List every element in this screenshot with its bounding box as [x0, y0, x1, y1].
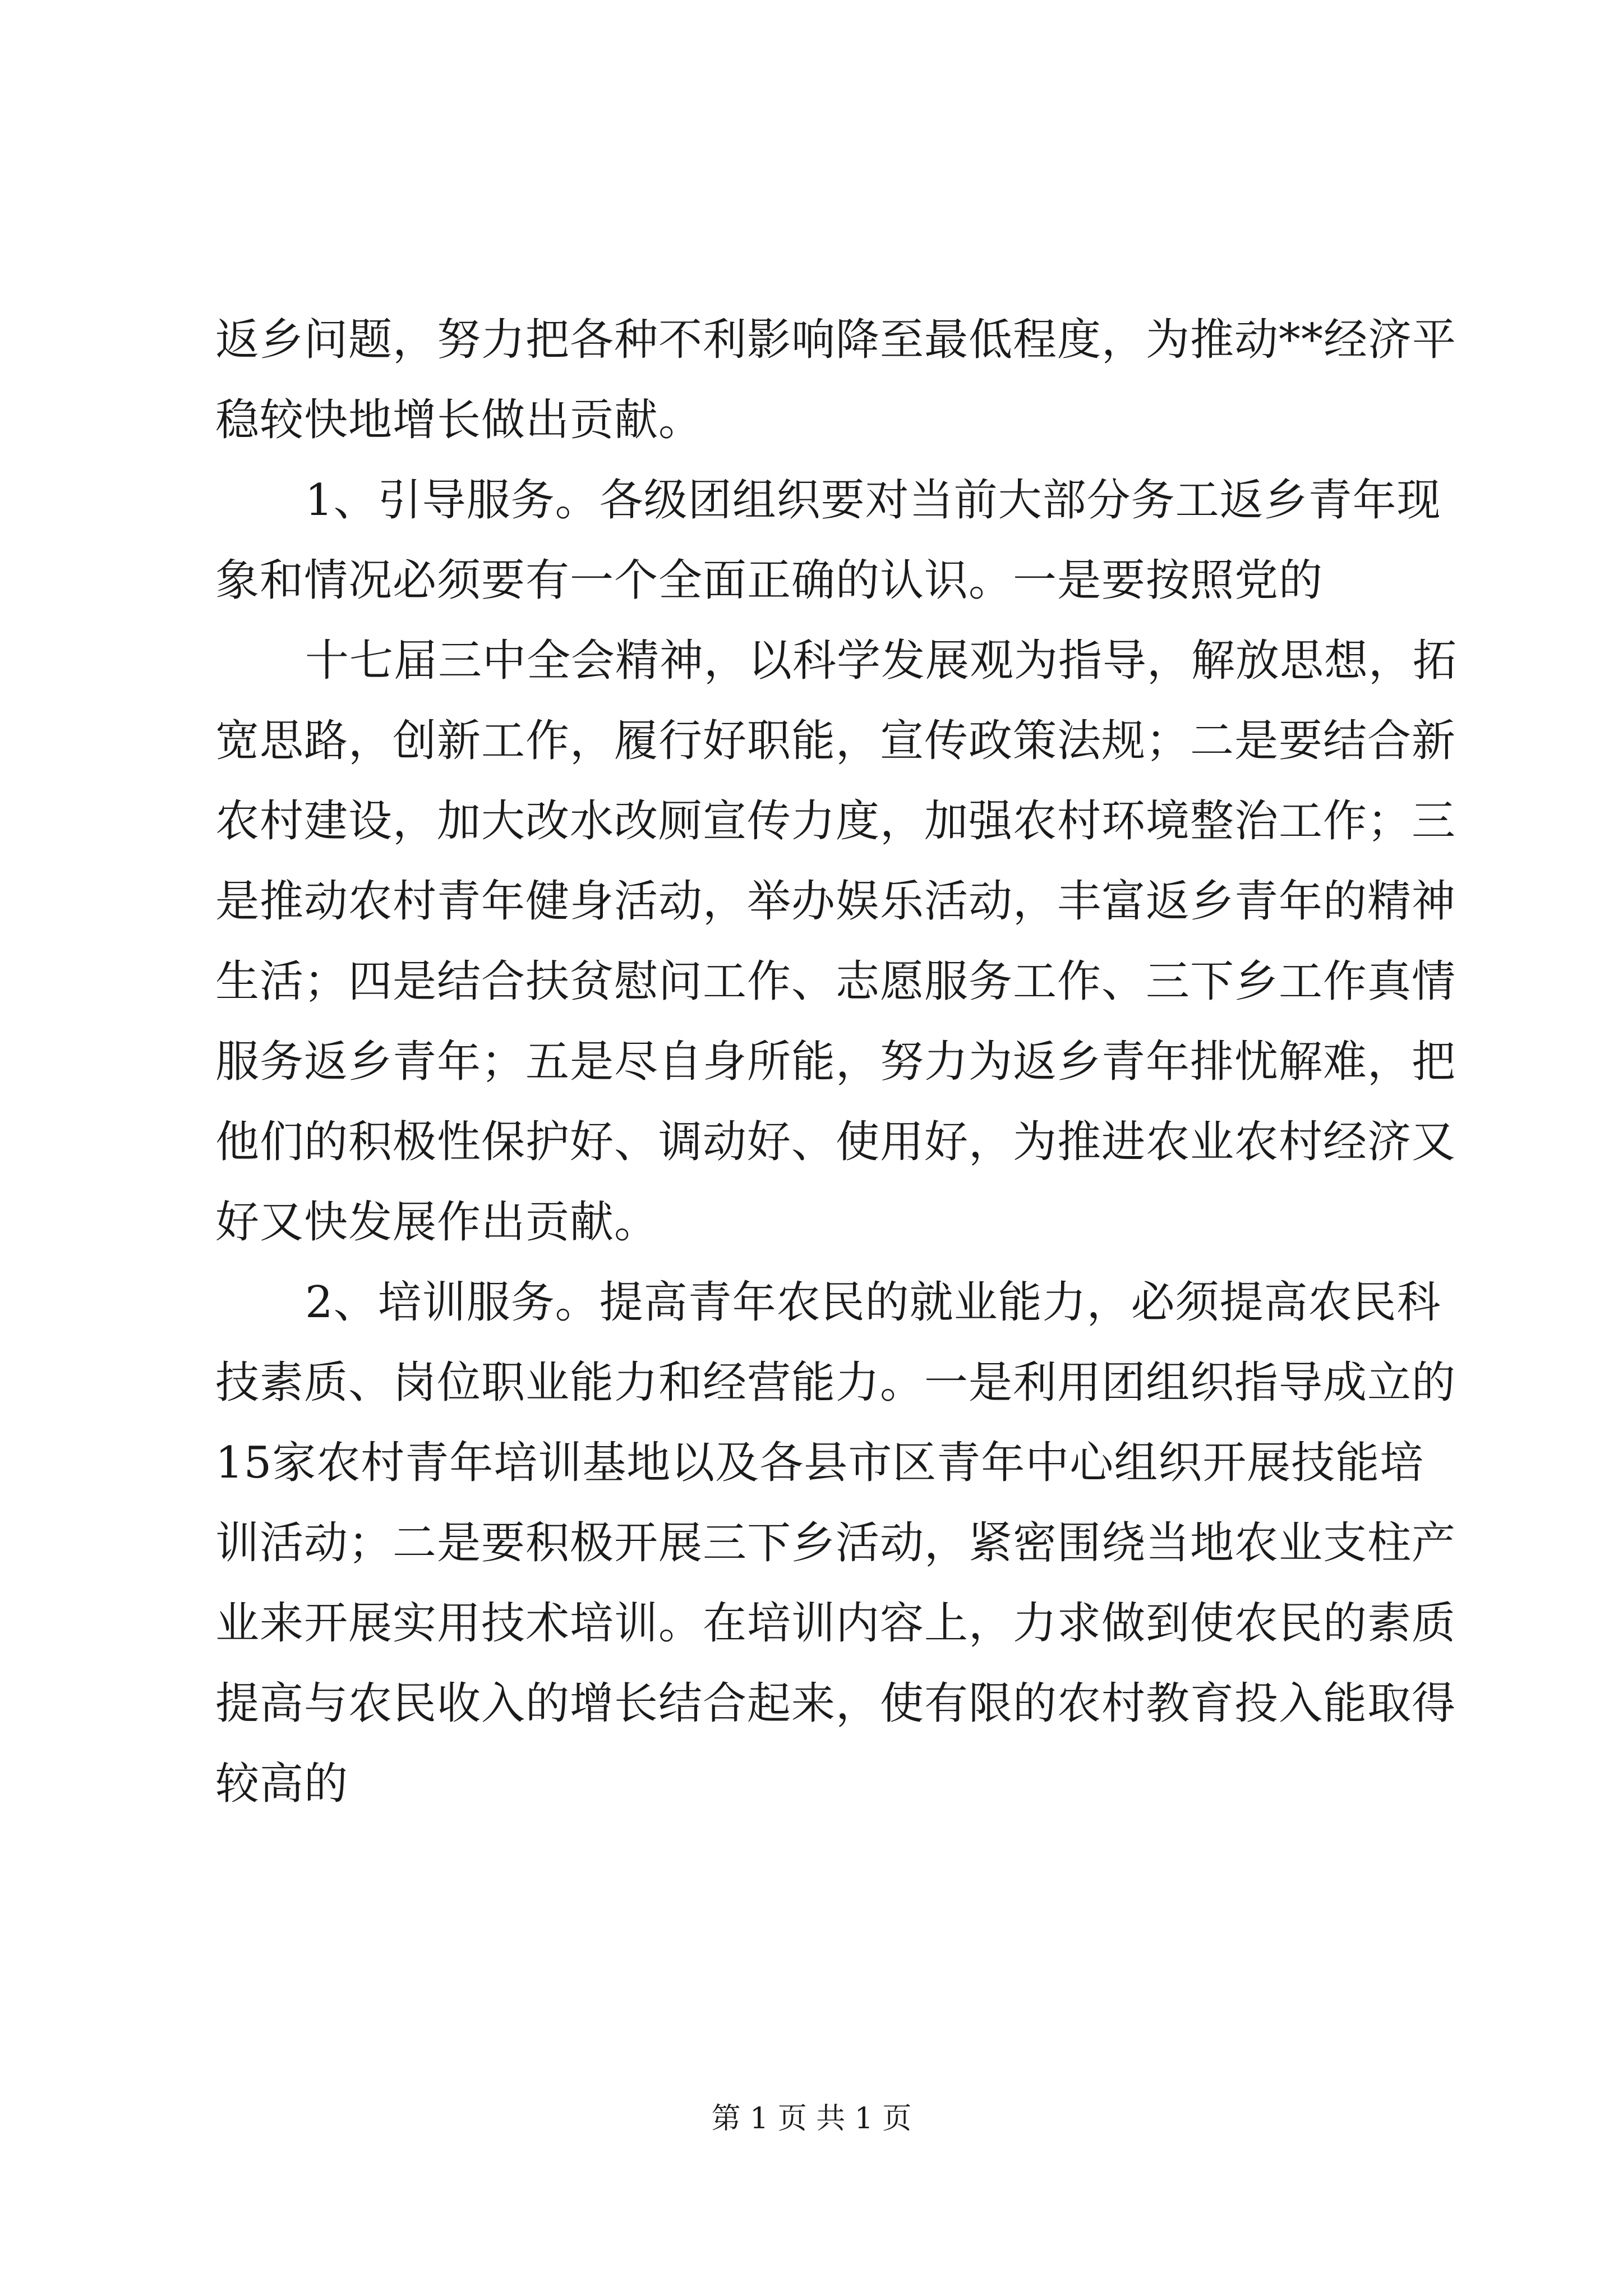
page-number-footer: 第 1 页 共 1 页 [711, 2102, 912, 2136]
text-line: 生活；四是结合扶贫慰问工作、志愿服务工作、三下乡工作真情 [215, 956, 1456, 1007]
text-line: 提高与农民收入的增长结合起来，使有限的农村教育投入能取得 [215, 1678, 1456, 1729]
text-line: 象和情况必须要有一个全面正确的认识。一是要按照党的 [215, 555, 1324, 606]
text-line: 宽思路，创新工作，履行好职能，宣传政策法规；二是要结合新 [215, 716, 1456, 766]
text-line: 返乡问题，努力把各种不利影响降至最低程度，为推动**经济平 [215, 315, 1457, 365]
text-line: 好又快发展作出贡献。 [215, 1197, 659, 1248]
document-body [215, 300, 1458, 1824]
text-line: 较高的 [215, 1759, 349, 1809]
text-line: 农村建设，加大改水改厕宣传力度，加强农村环境整治工作；三 [215, 796, 1456, 846]
text-line: 稳较快地增长做出贡献。 [215, 395, 703, 445]
text-line: 他们的积极性保护好、调动好、使用好，为推进农业农村经济又 [215, 1117, 1456, 1167]
text-line: 训活动；二是要积极开展三下乡活动，紧密围绕当地农业支柱产 [215, 1518, 1456, 1568]
text-line: 技素质、岗位职业能力和经营能力。一是利用团组织指导成立的 [215, 1358, 1456, 1408]
text-line: 15家农村青年培训基地以及各县市区青年中心组织开展技能培 [215, 1438, 1424, 1488]
text-line: 服务返乡青年；五是尽自身所能，努力为返乡青年排忧解难，把 [215, 1037, 1456, 1087]
text-line: 业来开展实用技术培训。在培训内容上，力求做到使农民的素质 [215, 1598, 1456, 1649]
paragraph-start-line: 十七届三中全会精神，以科学发展观为指导，解放思想，拓 [305, 636, 1458, 686]
paragraph-start-line: 2、培训服务。提高青年农民的就业能力，必须提高农民科 [305, 1277, 1441, 1328]
paragraph-start-line: 1、引导服务。各级团组织要对当前大部分务工返乡青年现 [305, 475, 1441, 526]
text-line: 是推动农村青年健身活动，举办娱乐活动，丰富返乡青年的精神 [215, 876, 1456, 927]
